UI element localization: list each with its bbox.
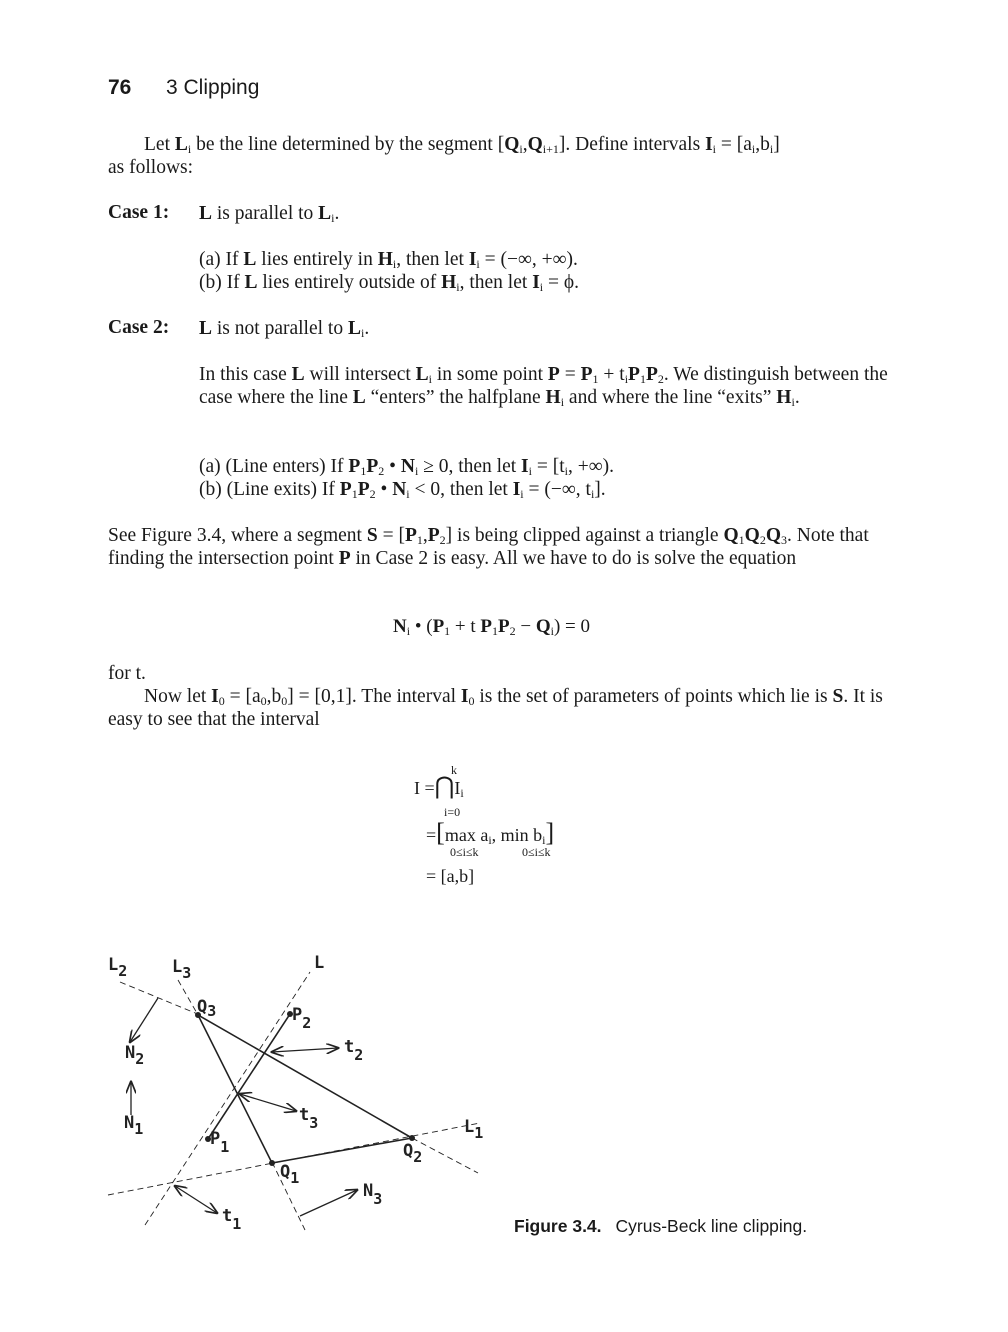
label-L1: L1	[464, 1117, 484, 1142]
case2-items	[199, 455, 614, 501]
label-L: L	[314, 953, 325, 973]
line-L-dashed	[145, 972, 310, 1225]
label-Q1: Q1	[280, 1162, 300, 1187]
label-t1: t1	[222, 1206, 242, 1233]
case1-item-a: (a) If L lies entirely in $H_i$, then let $I_i$ = (−∞, +∞).	[199, 249, 578, 271]
label-P2: P2	[292, 1005, 312, 1032]
intersection-equation: $N_i$ • ($P_1 + t$ $P_1P_2 - Q_i) = 0$	[393, 616, 591, 638]
for-t-text: for t.	[108, 663, 146, 684]
case2-item-b: (b) (Line exits) If $P_1P_2$ • $N_i < 0$, then let $I_i$ = (−∞, $t_i$].	[199, 479, 606, 501]
t1-arrow	[175, 1186, 217, 1213]
label-L2: L2	[108, 955, 128, 980]
segment-S	[208, 1014, 290, 1139]
label-N3: N3	[363, 1181, 383, 1208]
figure-reference-paragraph: See Figure 3.4, where a segment $S = [P_1,P_2]$ is being clipped against a triangle $Q_1Q_2Q_3$. Note that finding the intersection point P in Case 2 is easy. All we have to do is solve the equation	[108, 525, 869, 569]
page-number: 76	[108, 76, 132, 99]
case1-items	[199, 248, 579, 294]
label-t2: t2	[344, 1037, 364, 1064]
chapter-title: 3 Clipping	[166, 76, 260, 99]
label-L3: L3	[172, 957, 192, 982]
figure-caption-text: Cyrus-Beck line clipping.	[615, 1216, 808, 1236]
label-P1: P1	[210, 1129, 230, 1156]
figure-caption-label: Figure 3.4.	[514, 1216, 602, 1236]
running-header	[108, 76, 260, 100]
label-Q2: Q2	[403, 1141, 423, 1166]
case1-label: Case 1:	[108, 202, 170, 223]
point-Q1	[269, 1160, 275, 1166]
t2-arrow	[272, 1048, 338, 1052]
case2-title: L is not parallel to $L_i$.	[199, 318, 370, 340]
intro-paragraph: Let $L_i$ be the line determined by the segment $[Q_i,Q_{i+1}]$. Define intervals $I_i = [a_i,b_i]$ as follows:	[108, 134, 780, 178]
cyrus-beck-figure	[100, 940, 500, 1240]
normal-N2-arrow	[130, 998, 158, 1042]
label-N1: N1	[124, 1113, 144, 1138]
line-L2-dashed	[120, 982, 200, 1015]
label-N2: N2	[125, 1043, 145, 1068]
normal-N3-arrow	[300, 1190, 357, 1216]
t3-arrow	[240, 1094, 296, 1111]
case2-item-a: (a) (Line enters) If $P_1P_2$ • $N_i \ge 0$, then let $I_i = [t_i$, +∞).	[199, 456, 615, 478]
case1-item-b: (b) If L lies entirely outside of $H_i$, then let $I_i = \phi$.	[199, 272, 580, 294]
case1-title: L is parallel to $L_i$.	[199, 203, 340, 225]
label-Q3: Q3	[197, 997, 217, 1020]
case2-label: Case 2:	[108, 317, 170, 338]
interval-paragraph: Now let $I_0 = [a_0,b_0] = [0,1]$. The interval $I_0$ is the set of parameters of points which lie is S. It is easy to see that the interval	[108, 686, 883, 730]
case2-paragraph: In this case L will intersect $L_i$ in some point $P = P_1 + t_iP_1P_2$. We distinguish between the case where the line L “enters” the halfplane $H_i$ and where the line “exits” $H_i$.	[199, 364, 888, 409]
label-t3: t3	[299, 1105, 319, 1132]
clip-triangle	[198, 1015, 412, 1163]
figure-caption	[514, 1216, 807, 1237]
